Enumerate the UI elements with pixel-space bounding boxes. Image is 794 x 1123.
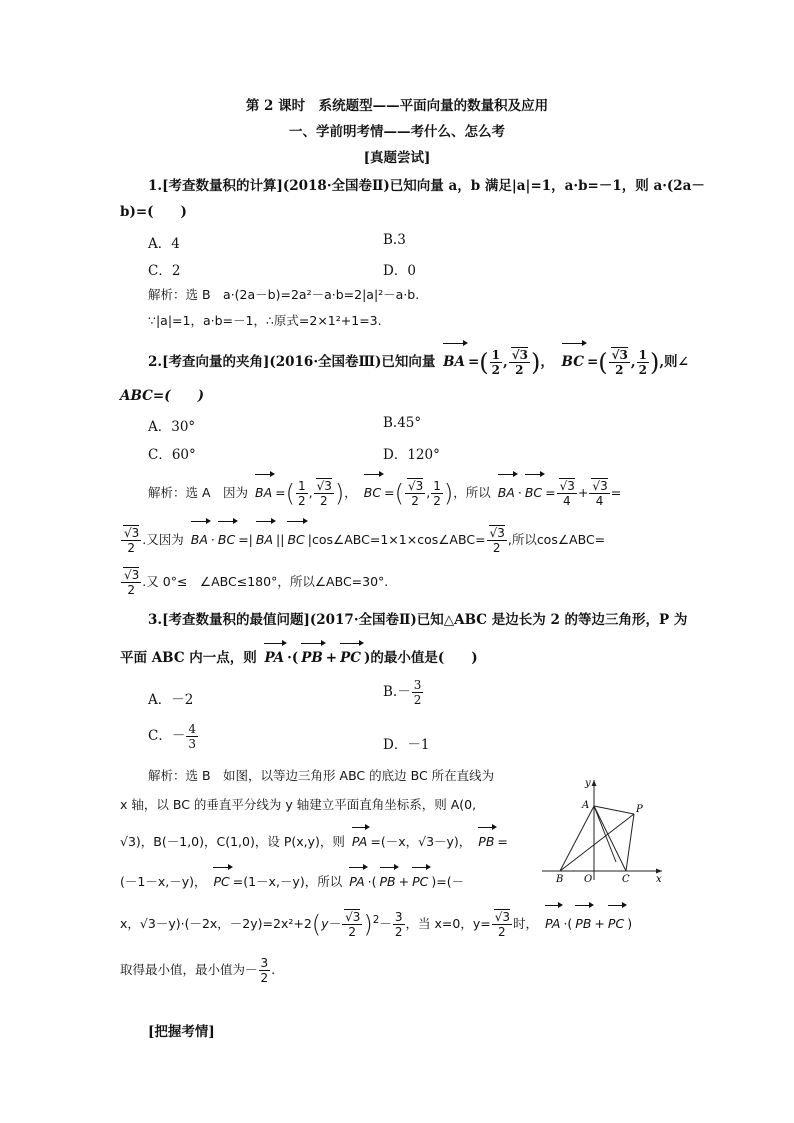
- q3-option-d: D．－1: [383, 737, 430, 753]
- q3-option-c-prefix: C．－: [148, 728, 186, 744]
- q3-solution-then: 时，: [512, 916, 538, 932]
- segment-median: [594, 806, 616, 862]
- q3-stem-line2: 平面 ABC 内一点，则 PA ·( PB + PC )的最小值是( ): [120, 642, 676, 670]
- q3-solution-pb-eq: =: [497, 834, 508, 849]
- q2-solution-therefore: ，所以: [453, 485, 491, 500]
- section-heading: 一、学前明考情——考什么、怎么考: [289, 124, 505, 140]
- q2-solution-lead: 解析：选 A 因为: [148, 485, 249, 500]
- label-A: A: [582, 800, 590, 811]
- q1-stem-line1: 1.[考查数量积的计算](2018·全国卷Ⅱ)已知向量 a，b 满足|a|=1，a·b=－1，则 a·(2a－: [148, 178, 705, 194]
- q3-solution-pa: =(－x，√3－y)，: [370, 834, 472, 849]
- q3-solution-when: ，当 x=0，y=: [405, 916, 491, 932]
- q2-solution-also: 又因为: [146, 532, 184, 547]
- q2-solution-cos: |cos∠ABC=1×1×cos∠ABC=: [307, 532, 486, 547]
- q3-stem-line1: 3.[考查数量积的最值问题](2017·全国卷Ⅱ)已知△ABC 是边长为 2 的等边三角形，P 为: [148, 612, 688, 628]
- q3-solution-line1: 解析：选 B 如图，以等边三角形 ABC 的底边 BC 所在直线为: [148, 768, 495, 783]
- q2-option-c: C．60°: [148, 447, 196, 463]
- q1-option-b: B.3: [383, 232, 406, 248]
- q3-solution-line6: 取得最小值，最小值为－ $\frac{3}{2}$ .: [120, 956, 276, 985]
- q3-solution-coords: √3)，B(－1,0)，C(1,0)，设 P(x,y)，则: [120, 834, 345, 849]
- q3-option-b-prefix: B.－: [383, 684, 411, 700]
- x-axis-arrow: [656, 869, 662, 874]
- q3-solution-line2: x 轴，以 BC 的垂直平分线为 y 轴建立平面直角坐标系，则 A(0,: [120, 797, 477, 812]
- vector-BC: BC: [562, 342, 584, 378]
- side-AC: [594, 806, 626, 871]
- q3-solution-line3: √3)，B(－1,0)，C(1,0)，设 P(x,y)，则 PA =(－x，√3－y)， PB =: [120, 826, 676, 854]
- q2-solution-conclusion: 又 0°≤ ∠ABC≤180°，所以∠ABC=30°.: [146, 574, 389, 589]
- q2-stem-prefix: 2.[考查向量的夹角](2016·全国卷Ⅲ)已知向量: [148, 354, 436, 370]
- q3-solution-pc-val: =(1－x,－y)，所以: [232, 874, 343, 889]
- q3-solution-line4: (－1－x,－y)， PC =(1－x,－y)，所以 PA ·( PB + PC )=(－: [120, 866, 676, 894]
- q3-stem-min: 的最小值是( ): [370, 650, 478, 666]
- side-AB: [560, 806, 594, 871]
- q3-option-a: A．－2: [148, 692, 194, 708]
- label-C: C: [622, 874, 630, 884]
- q1-stem-line2: b)=( ): [120, 204, 187, 220]
- triangle-coordinate-figure: [538, 776, 668, 884]
- segment-CP: [626, 814, 634, 871]
- label-x: x: [656, 874, 662, 884]
- q3-solution-line5: x，√3－y)·(－2x，－2y)=2x²+2(y－ $\frac{√3}{2}$ )$^2$－ $\frac{3}{2}$ ，当 x=0，y= $\frac{√3}{2}$ 时， PA ·( PB + PC ): [120, 904, 676, 941]
- vector-BA: BA: [443, 342, 465, 378]
- q2-option-b: B.45°: [383, 415, 422, 431]
- q2-option-a: A．30°: [148, 419, 196, 435]
- label-y: y: [585, 778, 591, 789]
- q2-solution-line1: 解析：选 A 因为 BA =( $\frac{1}{2}$ , $\frac{√3}{2}$ )， BC =( $\frac{√3}{2}$ , $\frac{1}{2}$ )，所以 BA · BC = $\frac{√3}{4}$ + $\frac{√3}{4}$ =: [148, 473, 676, 510]
- q3-solution-min: 取得最小值，最小值为－: [120, 962, 258, 977]
- q3-solution-pb-val: (－1－x,－y)，: [120, 874, 207, 889]
- q3-stem-plane: 平面 ABC 内一点，则: [120, 650, 257, 666]
- q3-option-b: B.－ $\frac{3}{2}$: [383, 678, 422, 707]
- q1-option-d: D．0: [383, 263, 416, 279]
- q1-option-c: C．2: [148, 263, 181, 279]
- q2-solution-cos2: 所以cos∠ABC=: [511, 532, 606, 547]
- q2-stem-abc: ABC=( ): [120, 388, 204, 404]
- label-P: P: [636, 804, 643, 815]
- q2-stem-line1: 2.[考查向量的夹角](2016·全国卷Ⅲ)已知向量 BA =( $\frac{1}{2}$ , $\frac{√3}{2}$ )， BC =( $\frac{√3}{2}$ , $\frac{1}{2}$ ),则∠: [148, 342, 676, 379]
- segment-AP: [594, 806, 634, 814]
- q2-solution-line2: $\frac{√3}{2}$ .又因为 BA · BC =| BA || BC |cos∠ABC=1×1×cos∠ABC= $\frac{√3}{2}$ ,所以cos∠ABC=: [120, 520, 676, 556]
- y-axis-arrow: [592, 780, 597, 786]
- q2-option-d: D．120°: [383, 447, 440, 463]
- segment-BP: [560, 814, 634, 871]
- real-test-heading: [真题尝试]: [363, 150, 431, 166]
- label-B: B: [556, 874, 564, 884]
- q2-solution-line3: $\frac{√3}{2}$ .又 0°≤ ∠ABC≤180°，所以∠ABC=30°.: [120, 566, 676, 598]
- q1-solution-line2: ∵|a|=1，a·b=－1，∴原式=2×1²+1=3.: [148, 313, 382, 328]
- q3-solution-expansion: x，√3－y)·(－2x，－2y)=2x²+2: [120, 916, 312, 932]
- q1-option-a: A．4: [148, 236, 180, 252]
- q1-solution-line1: 解析：选 B a·(2a－b)=2a²－a·b=2|a|²－a·b.: [148, 287, 420, 302]
- lesson-title: 第 2 课时 系统题型——平面向量的数量积及应用: [245, 98, 549, 114]
- q2-stem-suffix: 则∠: [664, 354, 689, 370]
- grasp-heading: [把握考情]: [148, 1024, 215, 1040]
- label-O: O: [584, 874, 593, 884]
- q3-option-c: C．－ $\frac{4}{3}$: [148, 722, 196, 751]
- q2-stem-line2: [120, 386, 676, 406]
